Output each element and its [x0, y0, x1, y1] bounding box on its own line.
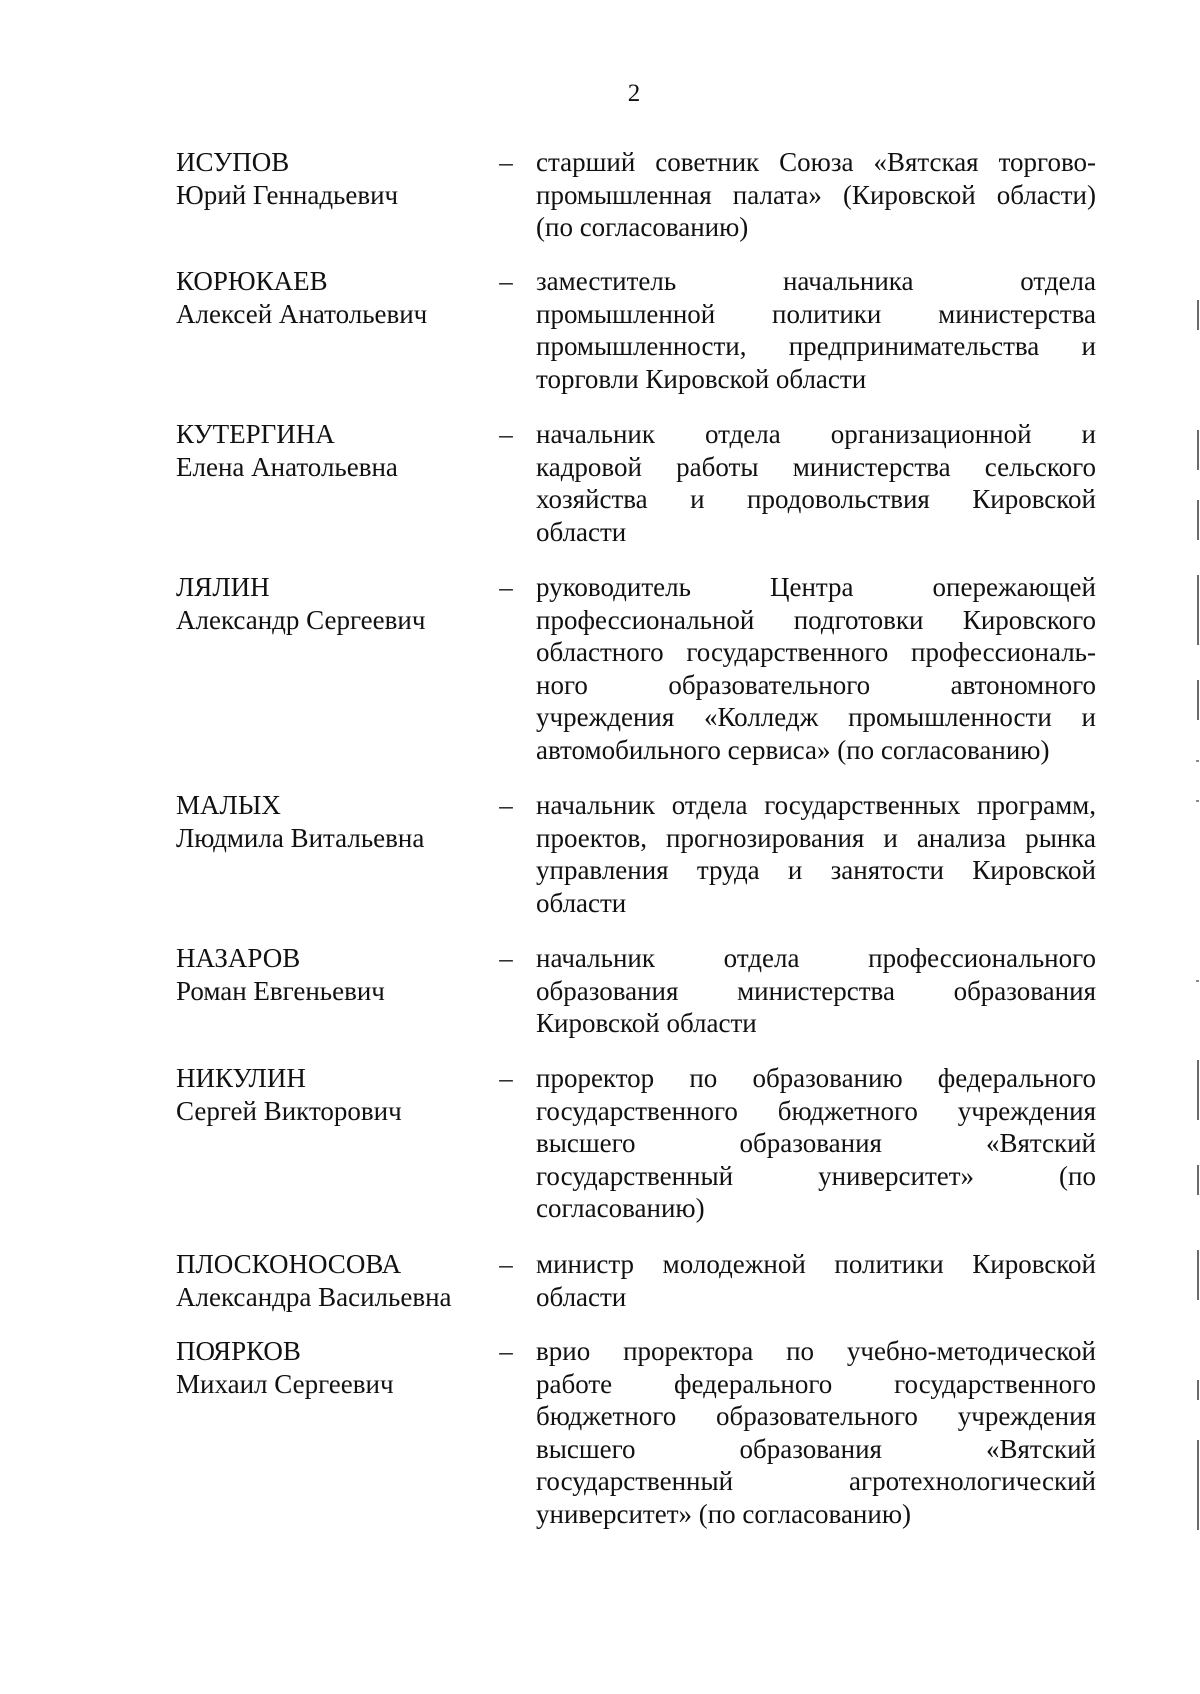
scan-edge-mark [1196, 800, 1199, 802]
position-line: высшего образования «Вятский [536, 1433, 1096, 1464]
scan-edge-mark [1197, 1250, 1199, 1300]
member-position [536, 265, 1096, 395]
position-line: промышленности, предпринимательства и [536, 331, 1096, 362]
position-line: университет» (по согласованию) [536, 1498, 911, 1529]
scan-edge-mark [1197, 1060, 1199, 1120]
position-line: бюджетного образовательного учреждения [536, 1401, 1096, 1432]
member-surname: ЛЯЛИН [176, 572, 270, 602]
position-line: старший советник Союза «Вятская торгово- [536, 147, 1096, 177]
member-given-names: Роман Евгеньевич [176, 976, 385, 1006]
member-position [536, 789, 1096, 919]
member-name [176, 418, 506, 484]
member-position [536, 1335, 1096, 1531]
position-line: государственный агротехнологический [536, 1466, 1096, 1497]
position-line: образования министерства образования [536, 975, 1096, 1006]
separator-dash: – [499, 1336, 513, 1366]
member-surname: ПОЯРКОВ [176, 1336, 301, 1366]
position-line: (по согласованию) [536, 212, 749, 243]
position-line: врио проректора по учебно-методической [536, 1336, 1096, 1366]
scan-edge-mark [1197, 500, 1199, 540]
member-position [536, 1248, 1096, 1313]
position-line: области [536, 516, 627, 547]
member-given-names: Сергей Викторович [176, 1096, 402, 1126]
member-surname: НАЗАРОВ [176, 943, 301, 973]
position-line: государственный университет» (по [536, 1160, 1096, 1191]
position-line: государственного бюджетного учреждения [536, 1095, 1096, 1126]
position-line: промышленной политики министерства [536, 298, 1096, 329]
position-line: начальник отдела профессионального [536, 943, 1096, 973]
member-position [536, 146, 1096, 244]
member-given-names: Михаил Сергеевич [176, 1369, 394, 1399]
position-line: области [536, 887, 627, 918]
position-line: учреждения «Колледж промышленности и [536, 702, 1096, 733]
position-line: промышленная палата» (Кировской области) [536, 179, 1096, 210]
separator-dash: – [499, 266, 513, 296]
scan-edge-mark [1197, 430, 1199, 470]
member-position [536, 1062, 1096, 1225]
member-name [176, 571, 506, 637]
member-name [176, 1335, 506, 1401]
position-line: управления труда и занятости Кировской [536, 855, 1096, 886]
position-line: кадровой работы министерства сельского [536, 451, 1096, 482]
member-name [176, 1062, 506, 1128]
separator-dash: – [499, 1063, 513, 1093]
member-surname: ПЛОСКОНОСОВА [176, 1249, 402, 1279]
member-given-names: Елена Анатольевна [176, 452, 398, 482]
position-line: согласованию) [536, 1193, 705, 1224]
member-given-names: Людмила Витальевна [176, 823, 425, 853]
member-name [176, 146, 506, 212]
member-surname: КУТЕРГИНА [176, 419, 335, 449]
member-given-names: Юрий Геннадьевич [176, 180, 399, 210]
separator-dash: – [499, 1249, 513, 1279]
position-line: торговли Кировской области [536, 363, 867, 394]
position-line: начальник отдела государственных программ, [536, 790, 1096, 820]
member-name [176, 1248, 506, 1314]
position-line: работе федерального государственного [536, 1368, 1096, 1399]
scan-edge-mark [1197, 575, 1199, 645]
position-line: начальник отдела организационной и [536, 419, 1096, 449]
position-line: ного образовательного автономного [536, 669, 1096, 700]
scan-edge-mark [1197, 1165, 1199, 1195]
position-line: проектов, прогнозирования и анализа рынка [536, 822, 1096, 853]
member-given-names: Александра Васильевна [176, 1282, 452, 1312]
position-line: министр молодежной политики Кировской [536, 1249, 1096, 1279]
member-position [536, 942, 1096, 1040]
member-surname: МАЛЫХ [176, 790, 281, 820]
position-line: хозяйства и продовольствия Кировской [536, 484, 1096, 515]
separator-dash: – [499, 943, 513, 973]
page-number: 2 [627, 80, 641, 107]
scan-edge-mark [1197, 1440, 1199, 1530]
member-position [536, 571, 1096, 767]
member-given-names: Александр Сергеевич [176, 605, 426, 635]
member-name [176, 265, 506, 331]
position-line: высшего образования «Вятский [536, 1128, 1096, 1159]
separator-dash: – [499, 572, 513, 602]
separator-dash: – [499, 147, 513, 177]
position-line: Кировской области [536, 1008, 757, 1039]
scan-edge-mark [1196, 980, 1199, 982]
scan-edge-mark [1197, 1380, 1199, 1400]
position-line: автомобильного сервиса» (по согласованию) [536, 734, 1050, 765]
member-given-names: Алексей Анатольевич [176, 299, 428, 329]
scan-edge-mark [1197, 300, 1199, 330]
member-name [176, 942, 506, 1008]
position-line: профессиональной подготовки Кировского [536, 604, 1096, 635]
position-line: проректор по образованию федерального [536, 1063, 1096, 1093]
position-line: руководитель Центра опережающей [536, 572, 1096, 602]
separator-dash: – [499, 419, 513, 449]
member-surname: НИКУЛИН [176, 1063, 306, 1093]
member-surname: ИСУПОВ [176, 147, 290, 177]
scan-edge-mark [1197, 680, 1199, 720]
member-surname: КОРЮКАЕВ [176, 266, 328, 296]
member-name [176, 789, 506, 855]
position-line: областного государственного профессиональ- [536, 637, 1096, 668]
scan-edge-mark [1196, 760, 1199, 762]
position-line: области [536, 1281, 627, 1312]
position-line: заместитель начальника отдела [536, 266, 1096, 296]
separator-dash: – [499, 790, 513, 820]
member-position [536, 418, 1096, 548]
